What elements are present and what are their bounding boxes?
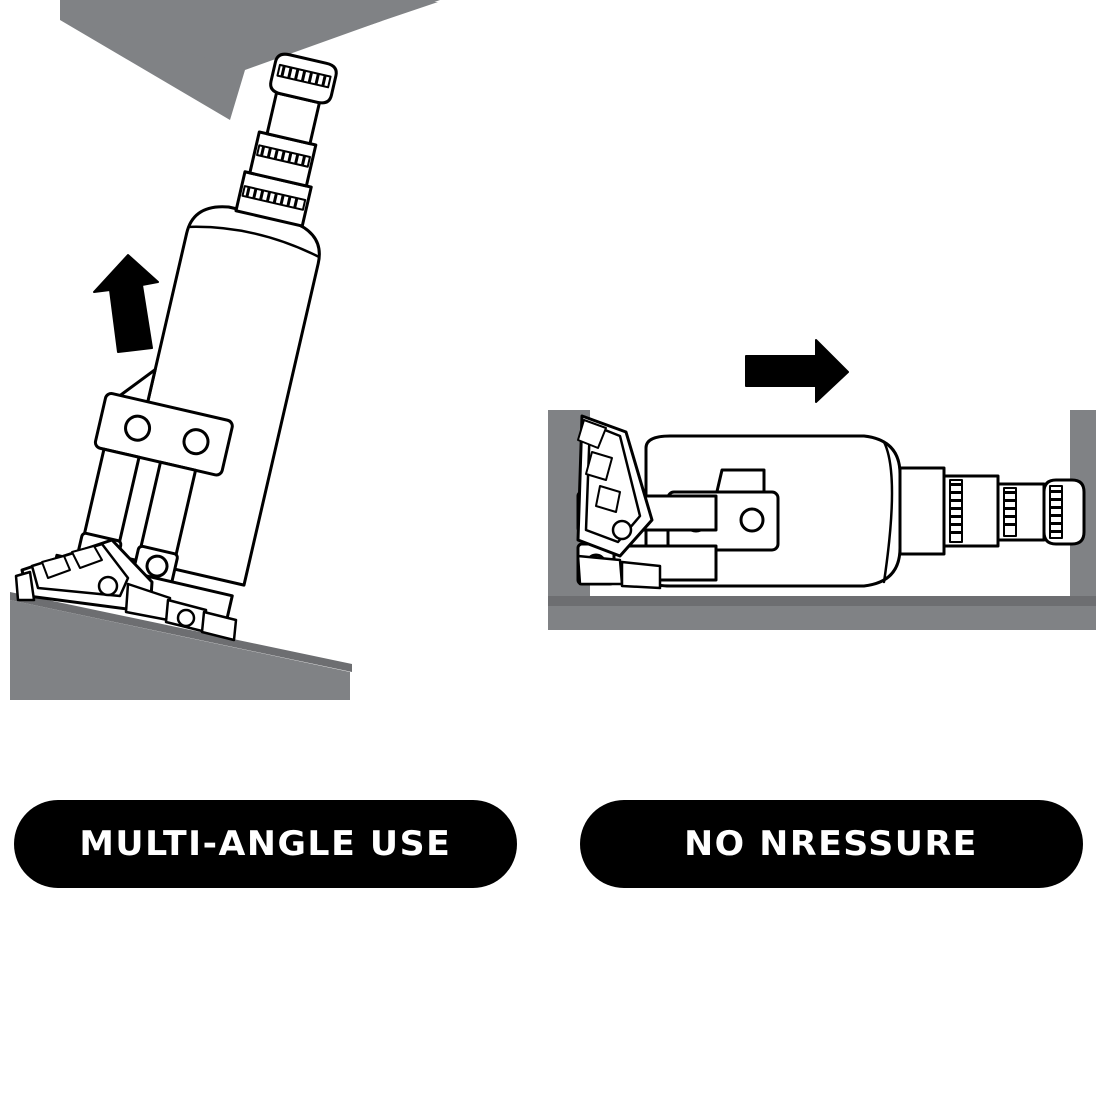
floor-edge — [548, 596, 1096, 606]
arrow-up-icon — [94, 255, 158, 352]
multi-angle-svg — [0, 0, 548, 780]
arrow-right-icon — [746, 340, 848, 402]
multi-angle-use-text: MULTI-ANGLE USE — [79, 824, 452, 864]
multi-angle-illustration — [0, 0, 548, 780]
no-pressure-label — [580, 800, 1083, 888]
no-pressure-illustration — [548, 0, 1096, 780]
ram-segment-1 — [900, 468, 944, 554]
label-row — [0, 800, 1096, 900]
jack-body-horizontal — [578, 436, 1084, 586]
jack-body-group — [51, 29, 362, 623]
no-pressure-svg — [548, 0, 1096, 780]
multi-angle-use-label — [14, 800, 517, 888]
no-pressure-text: NO NRESSURE — [684, 824, 979, 864]
floor — [548, 604, 1096, 630]
